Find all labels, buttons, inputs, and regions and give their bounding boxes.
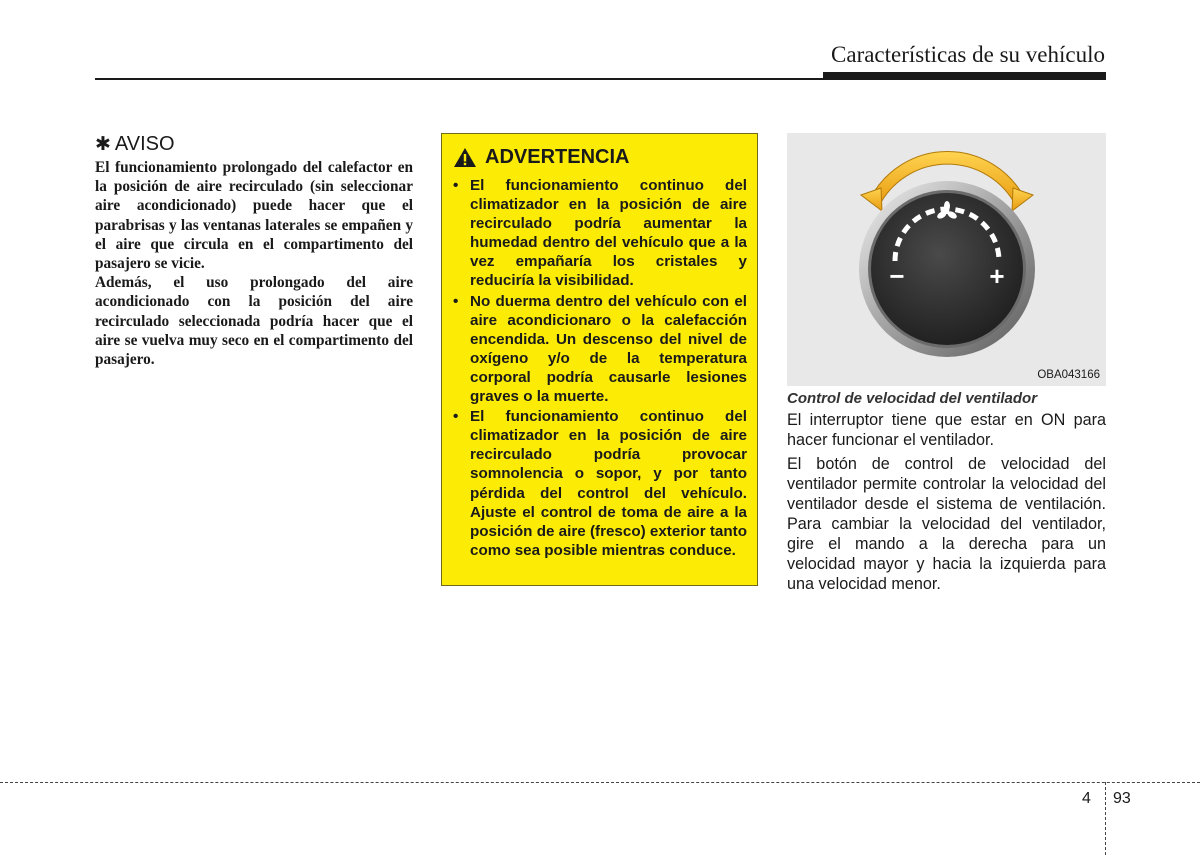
- notice-title: AVISO: [114, 133, 175, 155]
- page-number: 93: [1113, 790, 1131, 807]
- figure-caption: Control de velocidad del ventilador: [787, 390, 1038, 407]
- notice-paragraph: El funcionamiento prolongado del calefactor en la posición de aire recirculado (sin seleccionar aire acondicionado) puede hacer que el parabrisas y las ventanas laterales se empañen y el aire que circula en el compartimento del pasajero se vicie.: [95, 159, 413, 273]
- warning-triangle-icon: [453, 147, 477, 168]
- minus-label: −: [889, 261, 905, 291]
- fan-speed-section: [787, 389, 1106, 598]
- footer-divider: [1105, 782, 1106, 855]
- warning-item-text: No duerma dentro del vehículo con el aire acondicionaro o la calefacción encendida. Un descenso del nivel de oxígeno y/o de la temperatura corporal podría causarle lesiones graves o la muerte.: [470, 292, 747, 406]
- warning-heading: [453, 146, 747, 169]
- warning-item: [453, 292, 747, 407]
- fan-knob-figure: [787, 133, 1106, 386]
- body-paragraph: El interruptor tiene que estar en ON para hacer funcionar el ventilador.: [787, 411, 1106, 449]
- notice-paragraph: Además, el uso prolongado del aire acondicionado con la posición del aire recirculado seleccionada podría hacer que el aire se vuelva muy seco en el compartimento del pasajero.: [95, 274, 413, 369]
- bullet-icon: •: [453, 177, 459, 194]
- warning-list: [453, 176, 747, 560]
- plus-label: +: [989, 261, 1005, 291]
- warning-item: [453, 407, 747, 560]
- notice-heading: [95, 133, 413, 156]
- chapter-number: 4: [1082, 790, 1091, 807]
- page-header-title: Características de su vehículo: [831, 42, 1105, 67]
- header-rule-bold: [823, 72, 1106, 80]
- figure-code: OBA043166: [1037, 369, 1100, 381]
- body-paragraph: El botón de control de velocidad del ventilador permite controlar la velocidad del ventilador desde el sistema de ventilación. Para cambiar la velocidad del ventilador, gire el mando a la derecha para un velocidad mayor y hacia la izquierda para una velocidad menor.: [787, 455, 1106, 593]
- warning-item-text: El funcionamiento continuo del climatizador en la posición de aire recirculado podría provocar somnolencia o sopor, y por tanto pérdida del control del vehículo. Ajuste el control de toma de aire a la posición de aire (fresco) exterior tanto como sea posible mientras conduce.: [470, 408, 747, 559]
- warning-title: ADVERTENCIA: [485, 146, 630, 168]
- fan-knob-illustration: [787, 133, 1106, 386]
- warning-item-text: El funcionamiento continuo del climatizador en la posición de aire recirculado podría aumentar la humedad dentro del vehículo que a la vez empañaría los cristales y reduciría la visibilidad.: [470, 177, 747, 290]
- notice-section: [95, 133, 413, 369]
- footer-rule: [0, 782, 1200, 783]
- bullet-icon: •: [453, 408, 459, 426]
- asterisk-icon: ✱: [95, 134, 111, 155]
- warning-box: [441, 133, 758, 586]
- header-rule: [95, 78, 825, 80]
- warning-item: [453, 176, 747, 291]
- bullet-icon: •: [453, 292, 459, 310]
